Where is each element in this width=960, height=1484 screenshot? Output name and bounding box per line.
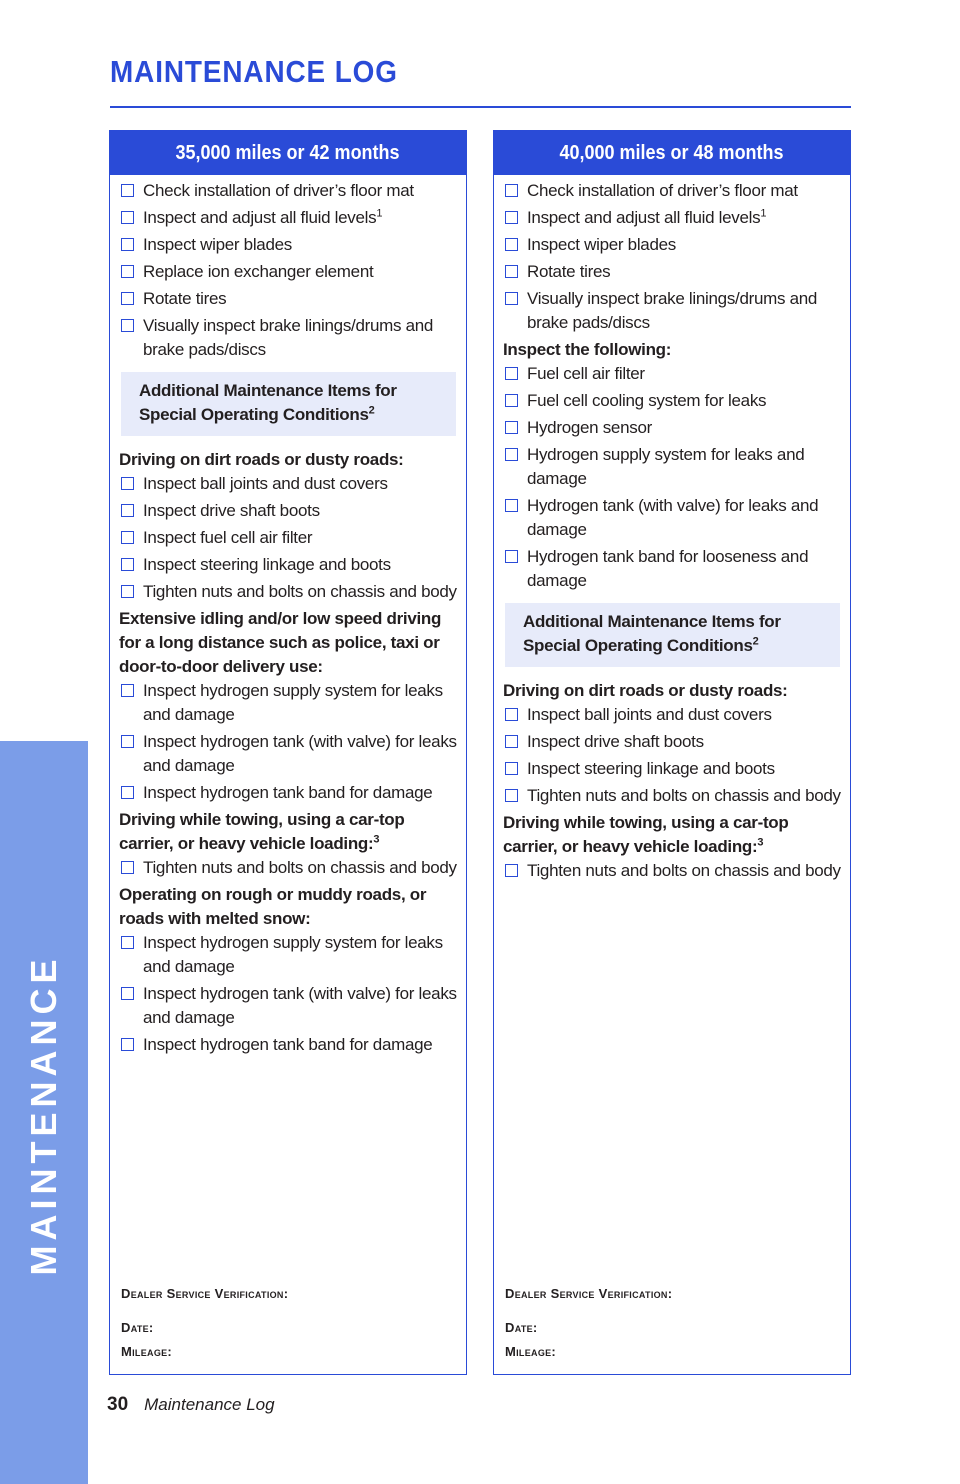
checkbox[interactable] <box>121 936 134 949</box>
checklist-item-label: Inspect and adjust all fluid levels <box>527 208 761 227</box>
checkbox[interactable] <box>121 319 134 332</box>
mileage-field-label: Mileage: <box>121 1344 173 1359</box>
checklist-item-label: Inspect hydrogen supply system for leaks and damage <box>143 681 443 724</box>
checklist-item <box>503 206 842 230</box>
checkbox[interactable] <box>121 292 134 305</box>
checklist-item <box>503 730 842 754</box>
checklist-item-label: Tighten nuts and bolts on chassis and body <box>143 858 457 877</box>
page-footer <box>107 1394 275 1416</box>
checkbox[interactable] <box>121 684 134 697</box>
checkbox[interactable] <box>505 421 518 434</box>
checkbox[interactable] <box>505 735 518 748</box>
checkbox[interactable] <box>505 864 518 877</box>
checkbox[interactable] <box>505 184 518 197</box>
checkbox[interactable] <box>121 184 134 197</box>
condition-heading: Driving while towing, using a car-top carrier, or heavy vehicle loading:$^3$ <box>503 813 789 856</box>
checklist-item-label: Check installation of driver’s floor mat <box>143 181 414 200</box>
checklist-item <box>503 703 842 727</box>
checkbox[interactable] <box>505 499 518 512</box>
checklist-item-label: Hydrogen tank (with valve) for leaks and damage <box>527 496 819 539</box>
service-card-header <box>110 131 466 175</box>
service-card-header <box>494 131 850 175</box>
service-card-35000 <box>109 130 467 1375</box>
checkbox[interactable] <box>505 448 518 461</box>
checklist-item-label: Check installation of driver’s floor mat <box>527 181 798 200</box>
checklist-item <box>503 389 842 413</box>
footnote-marker: 2 <box>368 404 375 417</box>
condition-heading: Driving on dirt roads or dusty roads: <box>119 450 404 469</box>
checkbox[interactable] <box>505 394 518 407</box>
checklist-item <box>503 784 842 808</box>
checkbox[interactable] <box>121 531 134 544</box>
checklist-item-label: Inspect hydrogen supply system for leaks and damage <box>143 933 443 976</box>
checklist-item <box>119 856 458 880</box>
checkbox[interactable] <box>505 211 518 224</box>
checkbox[interactable] <box>121 265 134 278</box>
checklist-item <box>119 781 458 805</box>
checkbox[interactable] <box>121 211 134 224</box>
footnote-marker: 2 <box>752 635 759 648</box>
section-side-tab-label: MAINTENANCE <box>23 954 64 1276</box>
checklist <box>119 179 458 362</box>
dealer-verification-label: Dealer Service Verification: <box>505 1286 673 1301</box>
checkbox[interactable] <box>505 238 518 251</box>
special-conditions-heading: Additional Maintenance Items for Special Operating Conditions$^2$ <box>121 372 456 436</box>
checkbox[interactable] <box>505 292 518 305</box>
checklist-item-label: Inspect ball joints and dust covers <box>143 474 388 493</box>
service-interval-label: 40,000 miles or 48 months <box>559 141 785 164</box>
checklist-item-label: Replace ion exchanger element <box>143 262 374 281</box>
checkbox[interactable] <box>505 550 518 563</box>
footnote-marker: 3 <box>373 833 380 846</box>
checkbox[interactable] <box>121 987 134 1000</box>
page-title: MAINTENANCE LOG <box>110 54 398 89</box>
footer-section-label: Maintenance Log <box>144 1395 275 1414</box>
checklist-item-label: Hydrogen supply system for leaks and damage <box>527 445 805 488</box>
checklist-item <box>503 287 842 335</box>
checklist-item-label: Rotate tires <box>527 262 611 281</box>
dealer-verification <box>121 1286 288 1360</box>
checkbox[interactable] <box>121 558 134 571</box>
checklist-item <box>119 472 458 496</box>
checklist-item <box>503 494 842 542</box>
checklist-item <box>119 730 458 778</box>
checklist-item-label: Fuel cell air filter <box>527 364 645 383</box>
checkbox[interactable] <box>121 477 134 490</box>
checklist-item-label: Tighten nuts and bolts on chassis and body <box>143 582 457 601</box>
checklist-item <box>503 362 842 386</box>
checklist-item-label: Visually inspect brake linings/drums and brake pads/discs <box>527 289 818 332</box>
service-card-40000 <box>493 130 851 1375</box>
title-divider <box>110 106 851 108</box>
dealer-verification <box>505 1286 672 1360</box>
checklist-item <box>503 179 842 203</box>
mileage-field-label: Mileage: <box>505 1344 557 1359</box>
page-number: 30 <box>107 1394 129 1415</box>
inspect-heading: Inspect the following: <box>503 340 672 359</box>
checklist-item <box>119 206 458 230</box>
checklist-item-label: Visually inspect brake linings/drums and brake pads/discs <box>143 316 434 359</box>
checkbox[interactable] <box>121 504 134 517</box>
checklist-item <box>119 260 458 284</box>
checklist-item <box>119 233 458 257</box>
checklist-item <box>503 233 842 257</box>
checklist-item <box>119 499 458 523</box>
checklist-item-label: Inspect steering linkage and boots <box>527 759 775 778</box>
condition-heading: Driving on dirt roads or dusty roads: <box>503 681 788 700</box>
checkbox[interactable] <box>505 789 518 802</box>
checklist-item-label: Inspect drive shaft boots <box>143 501 320 520</box>
checklist-item <box>503 260 842 284</box>
checklist-item-label: Inspect hydrogen tank band for damage <box>143 783 433 802</box>
checklist-item-label: Inspect ball joints and dust covers <box>527 705 772 724</box>
checklist-item <box>119 179 458 203</box>
checkbox[interactable] <box>505 708 518 721</box>
checkbox[interactable] <box>505 265 518 278</box>
footnote-marker: 1 <box>376 207 383 220</box>
condition-heading: Extensive idling and/or low speed driving for a long distance such as police, taxi or door-to-door delivery use: <box>119 609 442 676</box>
checklist-item-label: Inspect drive shaft boots <box>527 732 704 751</box>
checkbox[interactable] <box>121 786 134 799</box>
checklist-item <box>119 526 458 550</box>
checklist-item-label: Hydrogen sensor <box>527 418 652 437</box>
footnote-marker: 3 <box>757 836 764 849</box>
checklist-item-label: Inspect wiper blades <box>527 235 676 254</box>
footnote-marker: 1 <box>760 207 767 220</box>
checklist-item <box>119 580 458 604</box>
checklist-item-label: Inspect wiper blades <box>143 235 292 254</box>
checklist-item-label: Hydrogen tank band for looseness and damage <box>527 547 809 590</box>
checkbox[interactable] <box>505 762 518 775</box>
checklist-item-label: Inspect steering linkage and boots <box>143 555 391 574</box>
checklist-item <box>119 982 458 1030</box>
condition-heading: Driving while towing, using a car-top carrier, or heavy vehicle loading:$^3$ <box>119 810 405 853</box>
checklist-item <box>503 859 842 883</box>
checklist-item-label: Inspect hydrogen tank band for damage <box>143 1035 433 1054</box>
checklist-item <box>119 287 458 311</box>
checklist-item-label: Inspect hydrogen tank (with valve) for leaks and damage <box>143 732 457 775</box>
checkbox[interactable] <box>121 238 134 251</box>
checkbox[interactable] <box>121 1038 134 1051</box>
checklist-item <box>119 553 458 577</box>
date-field-label: Date: <box>121 1320 154 1335</box>
checklist-item <box>503 757 842 781</box>
dealer-verification-label: Dealer Service Verification: <box>121 1286 289 1301</box>
checkbox[interactable] <box>505 367 518 380</box>
checklist-item-label: Tighten nuts and bolts on chassis and body <box>527 861 841 880</box>
checkbox[interactable] <box>121 735 134 748</box>
checklist-item-label: Fuel cell cooling system for leaks <box>527 391 767 410</box>
special-conditions-heading: Additional Maintenance Items for Special Operating Conditions$^2$ <box>505 603 840 667</box>
checklist-item <box>119 1033 458 1057</box>
checklist-item <box>503 545 842 593</box>
checklist-item <box>119 314 458 362</box>
service-interval-label: 35,000 miles or 42 months <box>175 141 401 164</box>
checklist-item-label: Rotate tires <box>143 289 227 308</box>
checklist-item <box>119 931 458 979</box>
checklist-item-label: Inspect hydrogen tank (with valve) for leaks and damage <box>143 984 457 1027</box>
checklist-item <box>503 443 842 491</box>
checkbox[interactable] <box>121 585 134 598</box>
checklist-item-label: Inspect fuel cell air filter <box>143 528 313 547</box>
checklist-item-label: Tighten nuts and bolts on chassis and body <box>527 786 841 805</box>
checklist-item <box>503 416 842 440</box>
date-field-label: Date: <box>505 1320 538 1335</box>
checkbox[interactable] <box>121 861 134 874</box>
checklist-item <box>119 679 458 727</box>
condition-heading: Operating on rough or muddy roads, or roads with melted snow: <box>119 885 427 928</box>
checklist-item-label: Inspect and adjust all fluid levels <box>143 208 377 227</box>
